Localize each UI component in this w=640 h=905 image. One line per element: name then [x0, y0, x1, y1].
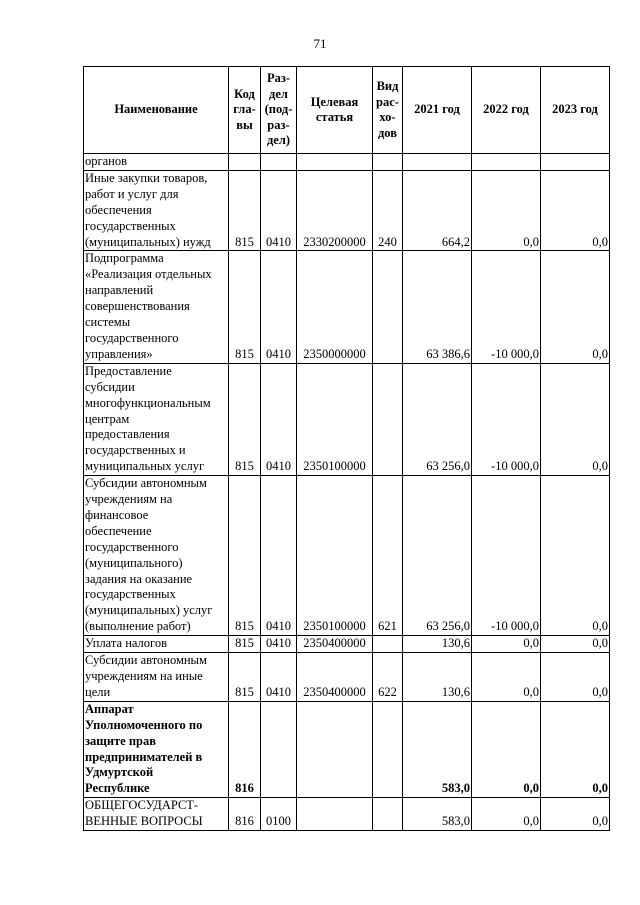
row-chapter-code: 816 — [229, 701, 261, 797]
row-section: 0410 — [261, 170, 297, 251]
row-amount-2023: 0,0 — [541, 476, 610, 636]
row-amount-2021 — [403, 154, 472, 171]
row-amount-2021: 583,0 — [403, 701, 472, 797]
row-target-article: 2350000000 — [297, 251, 373, 363]
row-name: Предоставление субсидии многофункциональным центрам предоставления государственных и муниципальных услуг — [84, 363, 229, 475]
row-name: органов — [84, 154, 229, 171]
row-amount-2023 — [541, 154, 610, 171]
header-target-article: Целевая статья — [297, 67, 373, 154]
row-amount-2021: 130,6 — [403, 636, 472, 653]
row-name: Подпрограмма «Реализация отдельных направлений совершенствования системы государственного управления» — [84, 251, 229, 363]
row-section: 0410 — [261, 476, 297, 636]
row-name: Аппарат Уполномоченного по защите прав предпринимателей в Удмуртской Республике — [84, 701, 229, 797]
row-chapter-code — [229, 154, 261, 171]
row-target-article — [297, 798, 373, 831]
row-amount-2022: -10 000,0 — [472, 476, 541, 636]
table-row — [84, 476, 610, 636]
row-amount-2023: 0,0 — [541, 363, 610, 475]
row-expense-type — [373, 701, 403, 797]
row-amount-2023: 0,0 — [541, 251, 610, 363]
budget-table — [83, 66, 610, 831]
row-expense-type — [373, 154, 403, 171]
table-row — [84, 636, 610, 653]
row-expense-type — [373, 363, 403, 475]
row-section: 0410 — [261, 636, 297, 653]
page-number: 71 — [313, 36, 327, 51]
row-expense-type: 622 — [373, 653, 403, 702]
row-section: 0410 — [261, 653, 297, 702]
row-expense-type — [373, 251, 403, 363]
row-target-article: 2350400000 — [297, 653, 373, 702]
row-target-article: 2350100000 — [297, 476, 373, 636]
row-name: Субсидии автономным учреждениям на финансовое обеспечение государственного (муниципального) задания на оказание государственных (муниципальных) услуг (выполнение работ) — [84, 476, 229, 636]
row-amount-2022: -10 000,0 — [472, 251, 541, 363]
header-name: Наименование — [84, 67, 229, 154]
row-amount-2022: -10 000,0 — [472, 363, 541, 475]
row-name: ОБЩЕГОСУДАРСТ- ВЕННЫЕ ВОПРОСЫ — [84, 798, 229, 831]
row-section: 0100 — [261, 798, 297, 831]
row-name: Субсидии автономным учреждениям на иные цели — [84, 653, 229, 702]
row-chapter-code: 815 — [229, 636, 261, 653]
row-section — [261, 701, 297, 797]
header-2022: 2022 год — [472, 67, 541, 154]
row-target-article — [297, 154, 373, 171]
row-amount-2021: 583,0 — [403, 798, 472, 831]
row-section: 0410 — [261, 251, 297, 363]
header-expense-type: Вид рас- хо- дов — [373, 67, 403, 154]
row-amount-2021: 664,2 — [403, 170, 472, 251]
row-name: Иные закупки товаров, работ и услуг для обеспечения государственных (муниципальных) нужд — [84, 170, 229, 251]
header-section: Раз- дел (под- раз- дел) — [261, 67, 297, 154]
row-amount-2023: 0,0 — [541, 653, 610, 702]
row-expense-type — [373, 798, 403, 831]
row-amount-2022: 0,0 — [472, 636, 541, 653]
table-row — [84, 251, 610, 363]
table-header-row — [84, 67, 610, 154]
row-target-article — [297, 701, 373, 797]
table-row — [84, 798, 610, 831]
table-row — [84, 701, 610, 797]
row-amount-2022: 0,0 — [472, 170, 541, 251]
table-row — [84, 363, 610, 475]
row-expense-type — [373, 636, 403, 653]
row-target-article: 2330200000 — [297, 170, 373, 251]
row-section — [261, 154, 297, 171]
row-amount-2022 — [472, 154, 541, 171]
row-expense-type: 240 — [373, 170, 403, 251]
row-amount-2021: 63 256,0 — [403, 363, 472, 475]
row-chapter-code: 815 — [229, 476, 261, 636]
row-amount-2021: 63 256,0 — [403, 476, 472, 636]
table-body — [84, 154, 610, 831]
row-expense-type: 621 — [373, 476, 403, 636]
row-amount-2023: 0,0 — [541, 170, 610, 251]
row-amount-2023: 0,0 — [541, 701, 610, 797]
row-chapter-code: 815 — [229, 653, 261, 702]
row-amount-2021: 63 386,6 — [403, 251, 472, 363]
row-amount-2021: 130,6 — [403, 653, 472, 702]
header-chapter-code: Код гла- вы — [229, 67, 261, 154]
row-chapter-code: 816 — [229, 798, 261, 831]
row-amount-2022: 0,0 — [472, 798, 541, 831]
row-section: 0410 — [261, 363, 297, 475]
row-name: Уплата налогов — [84, 636, 229, 653]
row-target-article: 2350400000 — [297, 636, 373, 653]
header-2023: 2023 год — [541, 67, 610, 154]
row-amount-2023: 0,0 — [541, 798, 610, 831]
row-chapter-code: 815 — [229, 170, 261, 251]
header-2021: 2021 год — [403, 67, 472, 154]
row-chapter-code: 815 — [229, 251, 261, 363]
row-amount-2022: 0,0 — [472, 701, 541, 797]
table-row — [84, 653, 610, 702]
table-row — [84, 170, 610, 251]
row-amount-2022: 0,0 — [472, 653, 541, 702]
row-amount-2023: 0,0 — [541, 636, 610, 653]
row-target-article: 2350100000 — [297, 363, 373, 475]
row-chapter-code: 815 — [229, 363, 261, 475]
table-row — [84, 154, 610, 171]
